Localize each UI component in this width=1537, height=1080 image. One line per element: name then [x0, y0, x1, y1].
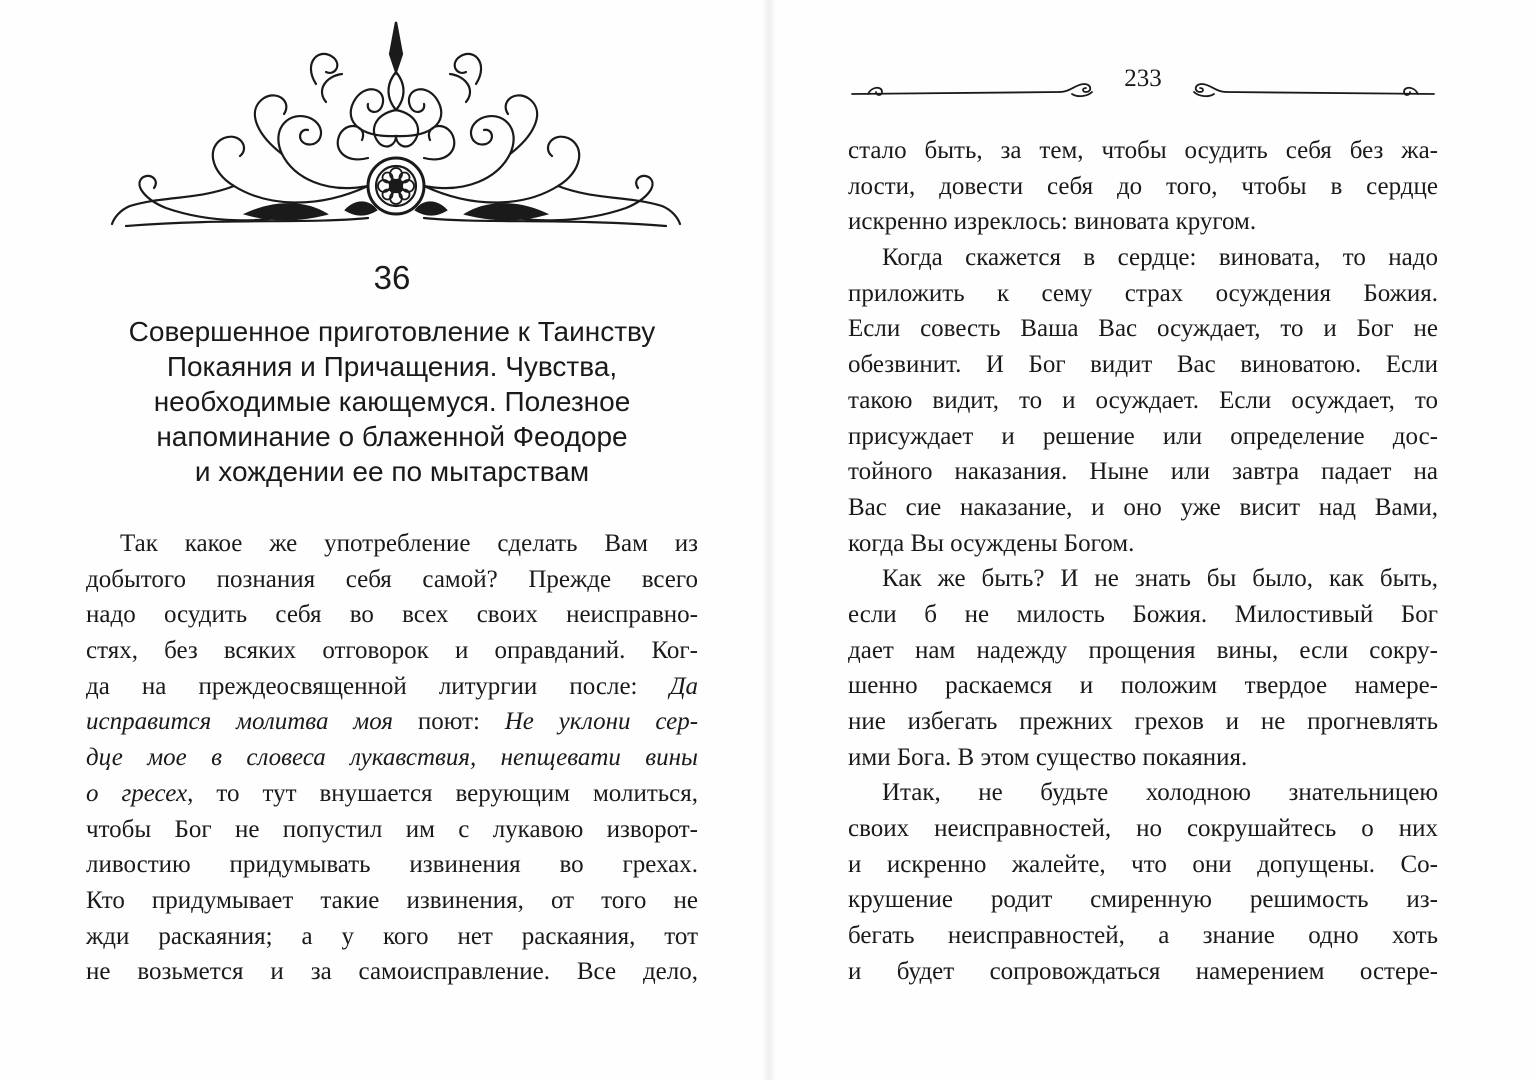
- text-line: и будет сопровождаться намерением остере-: [848, 957, 1438, 985]
- left-body-text: [86, 526, 698, 990]
- chapter-title-line: напоминание о блаженной Феодоре: [156, 421, 628, 452]
- floral-headpiece-ornament-icon: [106, 14, 686, 238]
- chapter-title-line: необходимые кающемуся. Полезное: [153, 386, 631, 417]
- text-line: Кто придумывает такие извинения, от того не: [86, 886, 698, 914]
- text-line: шенно раскаемся и положим твердое намере-: [848, 672, 1438, 700]
- italic-quote: Не уклони сер-: [504, 708, 699, 736]
- chapter-title-line: Покаяния и Причащения. Чувства,: [166, 351, 618, 382]
- text-line: стях, без всяких отговорок и оправданий. Ког-: [86, 637, 698, 665]
- text-line: [86, 669, 698, 705]
- chapter-number: 36: [373, 259, 411, 296]
- text-line-italic: дце мое в словеса лукавствия, непщевати вины: [86, 744, 698, 772]
- text-line: крушение родит смиренную решимость из-: [848, 886, 1438, 914]
- left-page: [86, 14, 698, 1064]
- text-line: [86, 776, 698, 812]
- scroll-flourish-icon: [1188, 70, 1438, 100]
- page-gutter-shadow: [762, 0, 776, 1080]
- text-line: если б не милость Божия. Милостивый Бог: [848, 600, 1438, 628]
- text-line: Итак, не будьте холодною знательницею: [882, 779, 1438, 807]
- text-line: чтобы Бог не попустил им с лукавою изворот-: [86, 815, 698, 843]
- text-line: ливостию придумывать извинения во грехах.: [86, 851, 698, 879]
- text-line: присуждает и решение или определение дос-: [848, 422, 1438, 450]
- text-line: лости, довести себя до того, чтобы в сердце: [848, 172, 1438, 200]
- text-line: Так какое же употребление сделать Вам из: [120, 530, 698, 557]
- text-line: и искренно жалейте, что они допущены. Со-: [848, 850, 1438, 878]
- text-line: тойного наказания. Ныне или завтра падает на: [848, 458, 1438, 486]
- text-line: приложить к сему страх осуждения Божия.: [848, 279, 1438, 307]
- text-line: добытого познания себя самой? Прежде всего: [86, 565, 698, 593]
- text-line: ими Бога. В этом существо покаяния.: [848, 743, 1248, 771]
- text-segment: , то тут внушается верующим молиться,: [187, 779, 699, 807]
- italic-quote: исправится молитва моя: [86, 708, 394, 736]
- text-line: не возьмется и за самоисправление. Все дело,: [86, 958, 698, 986]
- text-line: Когда скажется в сердце: виновата, то надо: [882, 244, 1438, 272]
- text-line: надо осудить себя во всех своих неисправно-: [86, 601, 698, 629]
- text-line: своих неисправностей, но сокрушайтесь о них: [848, 815, 1438, 843]
- text-line: [86, 704, 698, 740]
- italic-quote: о гресех: [86, 779, 188, 807]
- text-line: Если совесть Ваша Вас осуждает, то и Бог не: [848, 315, 1438, 343]
- page-number: 233: [1124, 65, 1162, 92]
- right-page: [848, 52, 1438, 1052]
- chapter-title: [86, 314, 698, 489]
- running-header: [848, 60, 1438, 100]
- text-line: искренно изреклось: виновата кругом.: [848, 208, 1257, 236]
- text-line: ние избегать прежних грехов и не прогневлять: [848, 708, 1438, 735]
- text-line: когда Вы осуждены Богом.: [848, 529, 1135, 557]
- text-line: Вас сие наказание, и оно уже висит над Вами,: [848, 493, 1438, 521]
- text-segment: да на преждеосвященной литургии после:: [86, 672, 638, 700]
- chapter-title-line: и хождении ее по мытарствам: [194, 456, 590, 487]
- text-line: Как же быть? И не знать бы было, как быть,: [882, 565, 1438, 593]
- italic-quote: Да: [669, 672, 699, 700]
- text-line: такою видит, то и осуждает. Если осуждает, то: [848, 386, 1438, 414]
- text-line: стало быть, за тем, чтобы осудить себя без жа-: [848, 137, 1438, 164]
- right-body-text: [848, 133, 1438, 990]
- text-line: дает нам надежду прощения вины, если сокру-: [848, 636, 1438, 664]
- text-line: жди раскаяния; а у кого нет раскаяния, тот: [86, 922, 698, 950]
- text-line: обезвинит. И Бог видит Вас виноватою. Если: [848, 351, 1438, 379]
- text-segment: поют:: [417, 708, 480, 736]
- chapter-title-line: Совершенное приготовление к Таинству: [128, 316, 656, 347]
- text-line: бегать неисправностей, а знание одно хоть: [848, 922, 1438, 950]
